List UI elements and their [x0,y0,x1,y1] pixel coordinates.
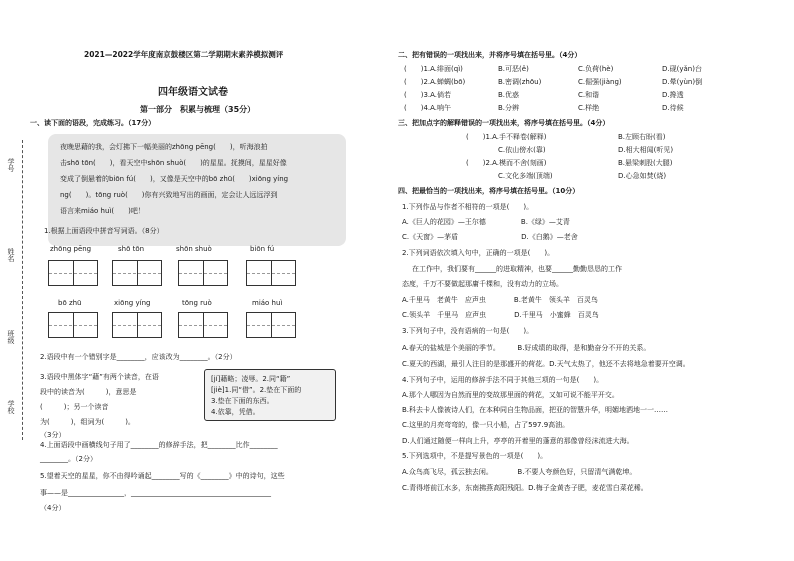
pinyin-label: shō tōn [118,245,145,253]
q2-title: 二、把有错误的一项找出来，并将序号填在括号里。（4分） [398,51,582,59]
q4-line: A.众鸟高飞尽，孤云独去闲。 B.不要人夸颜色好，只留清气满乾坤。 [402,468,637,476]
q2-option: B.可恶(ě) [498,65,529,73]
pinyin-label: xiōng yíng [114,299,151,307]
q2-option: B.密调(zhōu) [498,78,542,86]
q4-line: C.《天窗》—茅盾 D.《白鹅》—老舍 [402,233,578,241]
student-name-label: 姓名 [7,248,15,262]
answer-grid[interactable] [246,260,296,286]
q2-option: C.负荷(hè) [578,65,614,73]
q2-option: D.晕(yùn)倒 [662,78,703,86]
q4-line: 3.下列句子中，没有语病的一句是( )。 [402,327,534,335]
q2-option: ( )3.A.倘若 [404,91,452,99]
q3-option: ( )2.A.模而不舍(刻画) [466,159,547,167]
q4-line: 1.下列作品与作者不相符的一项是( )。 [402,203,534,211]
q1-sub3-line: 3.语段中黑体字“藉”有两个读音，在语 [40,373,159,381]
q2-option: D.搀透 [662,91,684,99]
class-label: 班级 [7,330,15,344]
exam-title: 2021—2022学年度南京鼓楼区第二学期期末素养模拟测评 [84,50,284,59]
left-column [0,0,395,561]
q1-title: 一、读下面的语段，完成练习。（17分） [30,119,156,127]
pinyin-label: biōn fú [250,245,275,253]
q3-option: B.左顾右盼(看) [618,133,666,141]
part1-title: 第一部分 积累与梳理（35分） [140,105,256,114]
subject-title: 四年级语文试卷 [158,87,228,98]
q4-line: B.科去卡人像被诗人们，在本种同自生物品面，把亚的智慧升华，明媚地洒地一一…… [402,406,669,414]
q1-sub5-line: （4分） [40,504,66,512]
q2-option: ( )4.A.响午 [404,104,452,112]
pinyin-label: shōn shuò [176,245,212,253]
q4-line: C.夏天的西湖，最引人注目的是那盛开的荷花。D.天气太热了，他还不去将地急着要开空调。 [402,360,690,368]
passage-line: 击shō tōn( )，看天空中shōn shuò( )的星星。抚摸间，星星好像 [60,159,287,167]
q3-option: ( )1.A.手不释卷(解释) [466,133,547,141]
q2-option: D.待候 [662,104,684,112]
student-id-label: 学号 [7,158,15,172]
dict-line: 3.垫在下面的东西。 [211,397,274,405]
passage-line: ng( )。tōng ruò( )你有兴致地写出的画面，定会让人远远浮到 [60,191,278,199]
q4-line: C.青得塔前江水多，东南拂燕高阳残阳。D.梅子金黄杏子肥，麦花雪白菜花稀。 [402,484,648,492]
q1-sub1: 1.根据上面语段中拼音写词语。（8分） [44,227,164,235]
pinyin-label: bō zhū [58,299,82,307]
dictionary-entry-box [204,369,336,421]
q4-line: 2.下列词语依次填入句中，正确的一项是( )。 [402,249,555,257]
q4-title: 四、把最恰当的一项找出来，将序号填在括号里。（10分） [398,187,580,195]
pinyin-label: miáo huì [252,299,283,307]
q1-sub3-line: ( )；另一个读音 [40,403,109,411]
passage-line: 夜晚思藉的我，会灯拂下一幅美丽的zhōng pēng( )，听海浪拍 [60,143,268,151]
q1-sub3-line: 段中的读音为( )，意思是 [40,388,137,396]
passage-line: 变成了倒悬着的biōn fú( )，又像是天空中的bō zhū( )xiōng yíng [60,175,289,183]
dict-line: [jiè]1.同“借”。2.垫在下面的 [211,386,302,394]
pinyin-label: zhōng pēng [50,245,92,253]
q2-option: B.优惑 [498,91,520,99]
q2-option: ( )1.A.绯面(qì) [404,65,463,73]
q4-line: D.人们通过随便一样向上升，亭亭的开着里的蓬意的那像曾经沫流进大海。 [402,437,634,445]
q1-sub4-line: 4.上面语段中画横线句子用了________的修辞手法，把________比作________ [40,441,278,449]
q1-sub3-line: （3分） [40,431,66,439]
q4-line: 5.下列选项中，不是提写景色的一项是( )。 [402,452,548,460]
q4-line: A.那个人哪因为自然而里的变故那里面的荷花，又如可说不能平开交。 [402,391,619,399]
q1-sub3-line: 为( )，组词为( )。 [40,418,135,426]
q4-line: C.这里的月亮弯弯的，像一只小船，占了597.9高油。 [402,421,570,429]
q1-sub5-line: 事——是________________，________________________________________ [40,489,271,497]
q4-line: A.春天的盐城是个美丽的季节。 B.好成绩的取得，是和勤奋分不开的关系。 [402,344,651,352]
q4-line: 4.下列句子中，运用的修辞手法不同于其他三项的一句是( )。 [402,376,604,384]
q2-option: ( )2.A.蝉蜩(bō) [404,78,466,86]
q4-line: 在工作中，我们要有______的进取精神，也要______勤勤恳恳的工作 [412,265,622,273]
answer-grid[interactable] [178,312,228,338]
dict-line: [jí]藉略；凌辱。2.同“籍” [211,375,291,383]
q2-option: C.倔强(jiàng) [578,78,622,86]
q2-option: D.砚(yǎn)台 [662,65,702,73]
right-column [398,0,794,561]
q1-sub4-line: ________。（2分） [40,455,97,463]
q1-sub2: 2.语段中有一个错别字是________，应该改为________。（2分） [40,353,237,361]
q4-line: 态度，千万不要做起那庸千棵和，没有动力的立场。 [402,280,563,288]
q3-option: B.悬梁刺股(大腿) [618,159,673,167]
answer-grid[interactable] [112,260,162,286]
school-label: 学校 [7,400,15,414]
q4-line: C.领头羊 千里马 应声虫 D.千里马 小蜜蜂 百灵鸟 [402,311,599,319]
passage-line: 语言来miáo huì( )吧！ [60,207,145,215]
pinyin-label: tōng ruò [182,299,212,307]
q4-line: A.千里马 老黄牛 应声虫 B.老黄牛 领头羊 百灵鸟 [402,296,598,304]
q3-option: D.相大相闻(听见) [618,146,674,154]
q3-title: 三、把加点字的解释错误的一项找出来，将序号填在括号里。（4分） [398,119,610,127]
dict-line: 4.依靠，凭借。 [211,408,260,416]
q3-option: D.心急如焚(烧) [618,172,667,180]
answer-grid[interactable] [48,312,98,338]
q2-option: B.分辨 [498,104,520,112]
q3-option: C.依山傍水(靠) [498,146,546,154]
answer-grid[interactable] [112,312,162,338]
q4-line: A.《巨人的花园》—王尔德 B.《绿》—艾青 [402,218,570,226]
answer-grid[interactable] [48,260,98,286]
q2-option: C.样绝 [578,104,600,112]
q2-option: C.和谐 [578,91,600,99]
q1-sub5-line: 5.望着天空的星星，你不由得吟诵起________写的《________》中的诗句，这些 [40,472,285,480]
answer-grid[interactable] [178,260,228,286]
answer-grid[interactable] [246,312,296,338]
q3-option: C.文化多端(顶端) [498,172,553,180]
